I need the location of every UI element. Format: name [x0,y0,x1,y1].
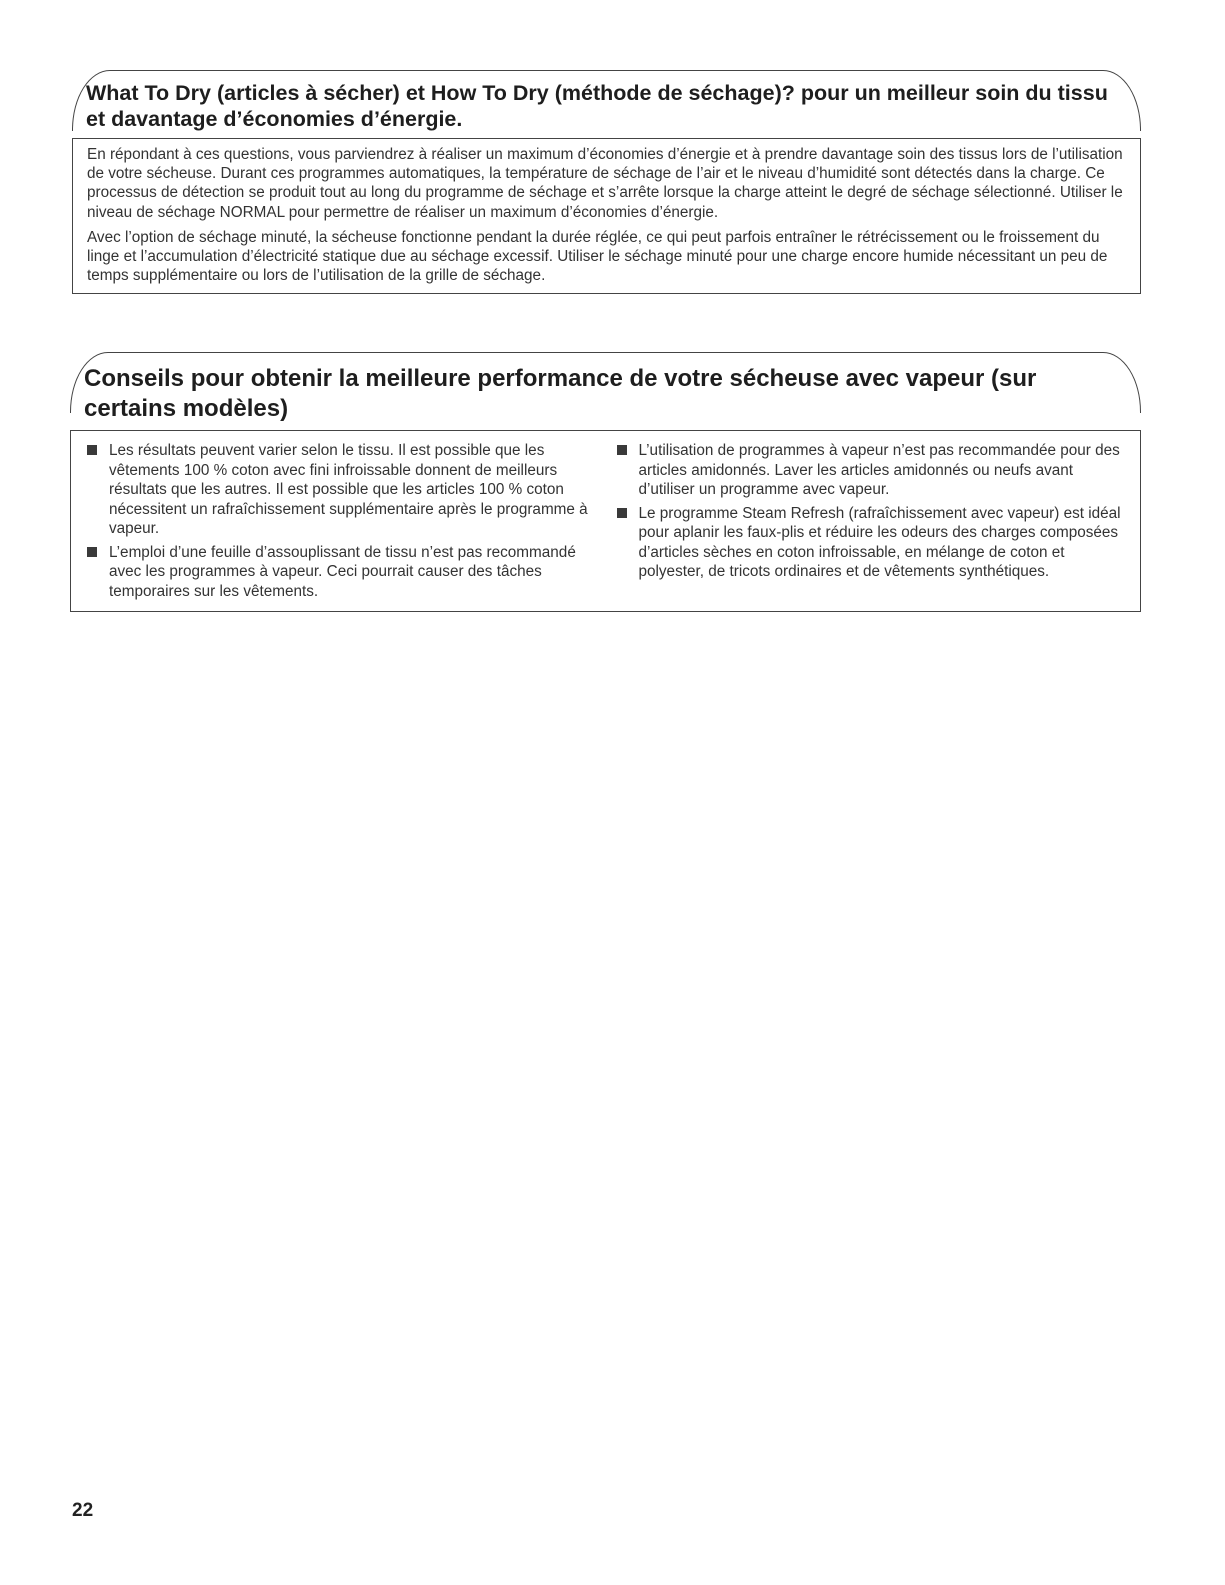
list-item [85,543,597,602]
steam-tips-section [70,352,1141,612]
page-number: 22 [72,1500,94,1521]
list-item [85,441,597,539]
square-bullet-icon [617,508,627,518]
square-bullet-icon [87,445,97,455]
list-item [615,441,1127,500]
square-bullet-icon [617,445,627,455]
left-column [85,441,597,605]
list-item [615,504,1127,582]
energy-savings-section [72,70,1141,294]
list-item-text: L’utilisation de programmes à vapeur n’est pas recommandée pour des articles amidonnés. Laver les articles amidonnés ou neufs avant d’utiliser un programme avec vapeur. [638,442,1120,498]
section-header [70,352,1141,430]
section-title: What To Dry (articles à sécher) et How To Dry (méthode de séchage)? pour un meilleur soin du tissu et davantage d’économies d’énergie. [86,81,1108,131]
paragraph: Avec l’option de séchage minuté, la sécheuse fonctionne pendant la durée réglée, ce qui peut parfois entraîner le rétrécissement ou le froissement du linge et l’accumulation d’électricité statique due au séchage excessif. Utiliser le séchage minuté pour une charge encore humide nécessitant un peu de temps supplémentaire ou lors de l’utilisation de la grille de séchage. [87,228,1108,285]
paragraph: En répondant à ces questions, vous parviendrez à réaliser un maximum d’économies d’énergie et à prendre davantage soin des tissus lors de l’utilisation de votre sécheuse. Durant ces programmes automatiques, la température de séchage de l’air et le niveau d’humidité sont détectés dans la charge. Ce processus de détection se produit tout au long du programme de séchage et s’arrête lorsque la charge atteint le degré de séchage sélectionné. Utiliser le niveau de séchage NORMAL pour permettre de réaliser un maximum d’économies d’énergie. [87,146,1123,221]
square-bullet-icon [87,547,97,557]
list-item-text: Le programme Steam Refresh (rafraîchissement avec vapeur) est idéal pour aplanir les faux-plis et réduire les odeurs des charges composées d’articles sèches en coton infroissable, en mélange de coton et polyester, de tricots ordinaires et de vêtements synthétiques. [638,504,1121,580]
list-item-text: Les résultats peuvent varier selon le tissu. Il est possible que les vêtements 100 % coton avec fini infroissable donnent de meilleurs résultats que les autres. Il est possible que les articles 100 % coton nécessitent un rafraîchissement supplémentaire après le programme à vapeur. [109,442,588,537]
list-item-text: L’emploi d’une feuille d’assouplissant de tissu n’est pas recommandé avec les programmes à vapeur. Ceci pourrait causer des tâches temporaires sur les vêtements. [109,543,576,600]
section-body [70,430,1141,612]
section-title: Conseils pour obtenir la meilleure performance de votre sécheuse avec vapeur (sur certains modèles) [84,365,1037,422]
section-body [72,138,1141,294]
section-header [72,70,1141,138]
right-column [615,441,1127,605]
